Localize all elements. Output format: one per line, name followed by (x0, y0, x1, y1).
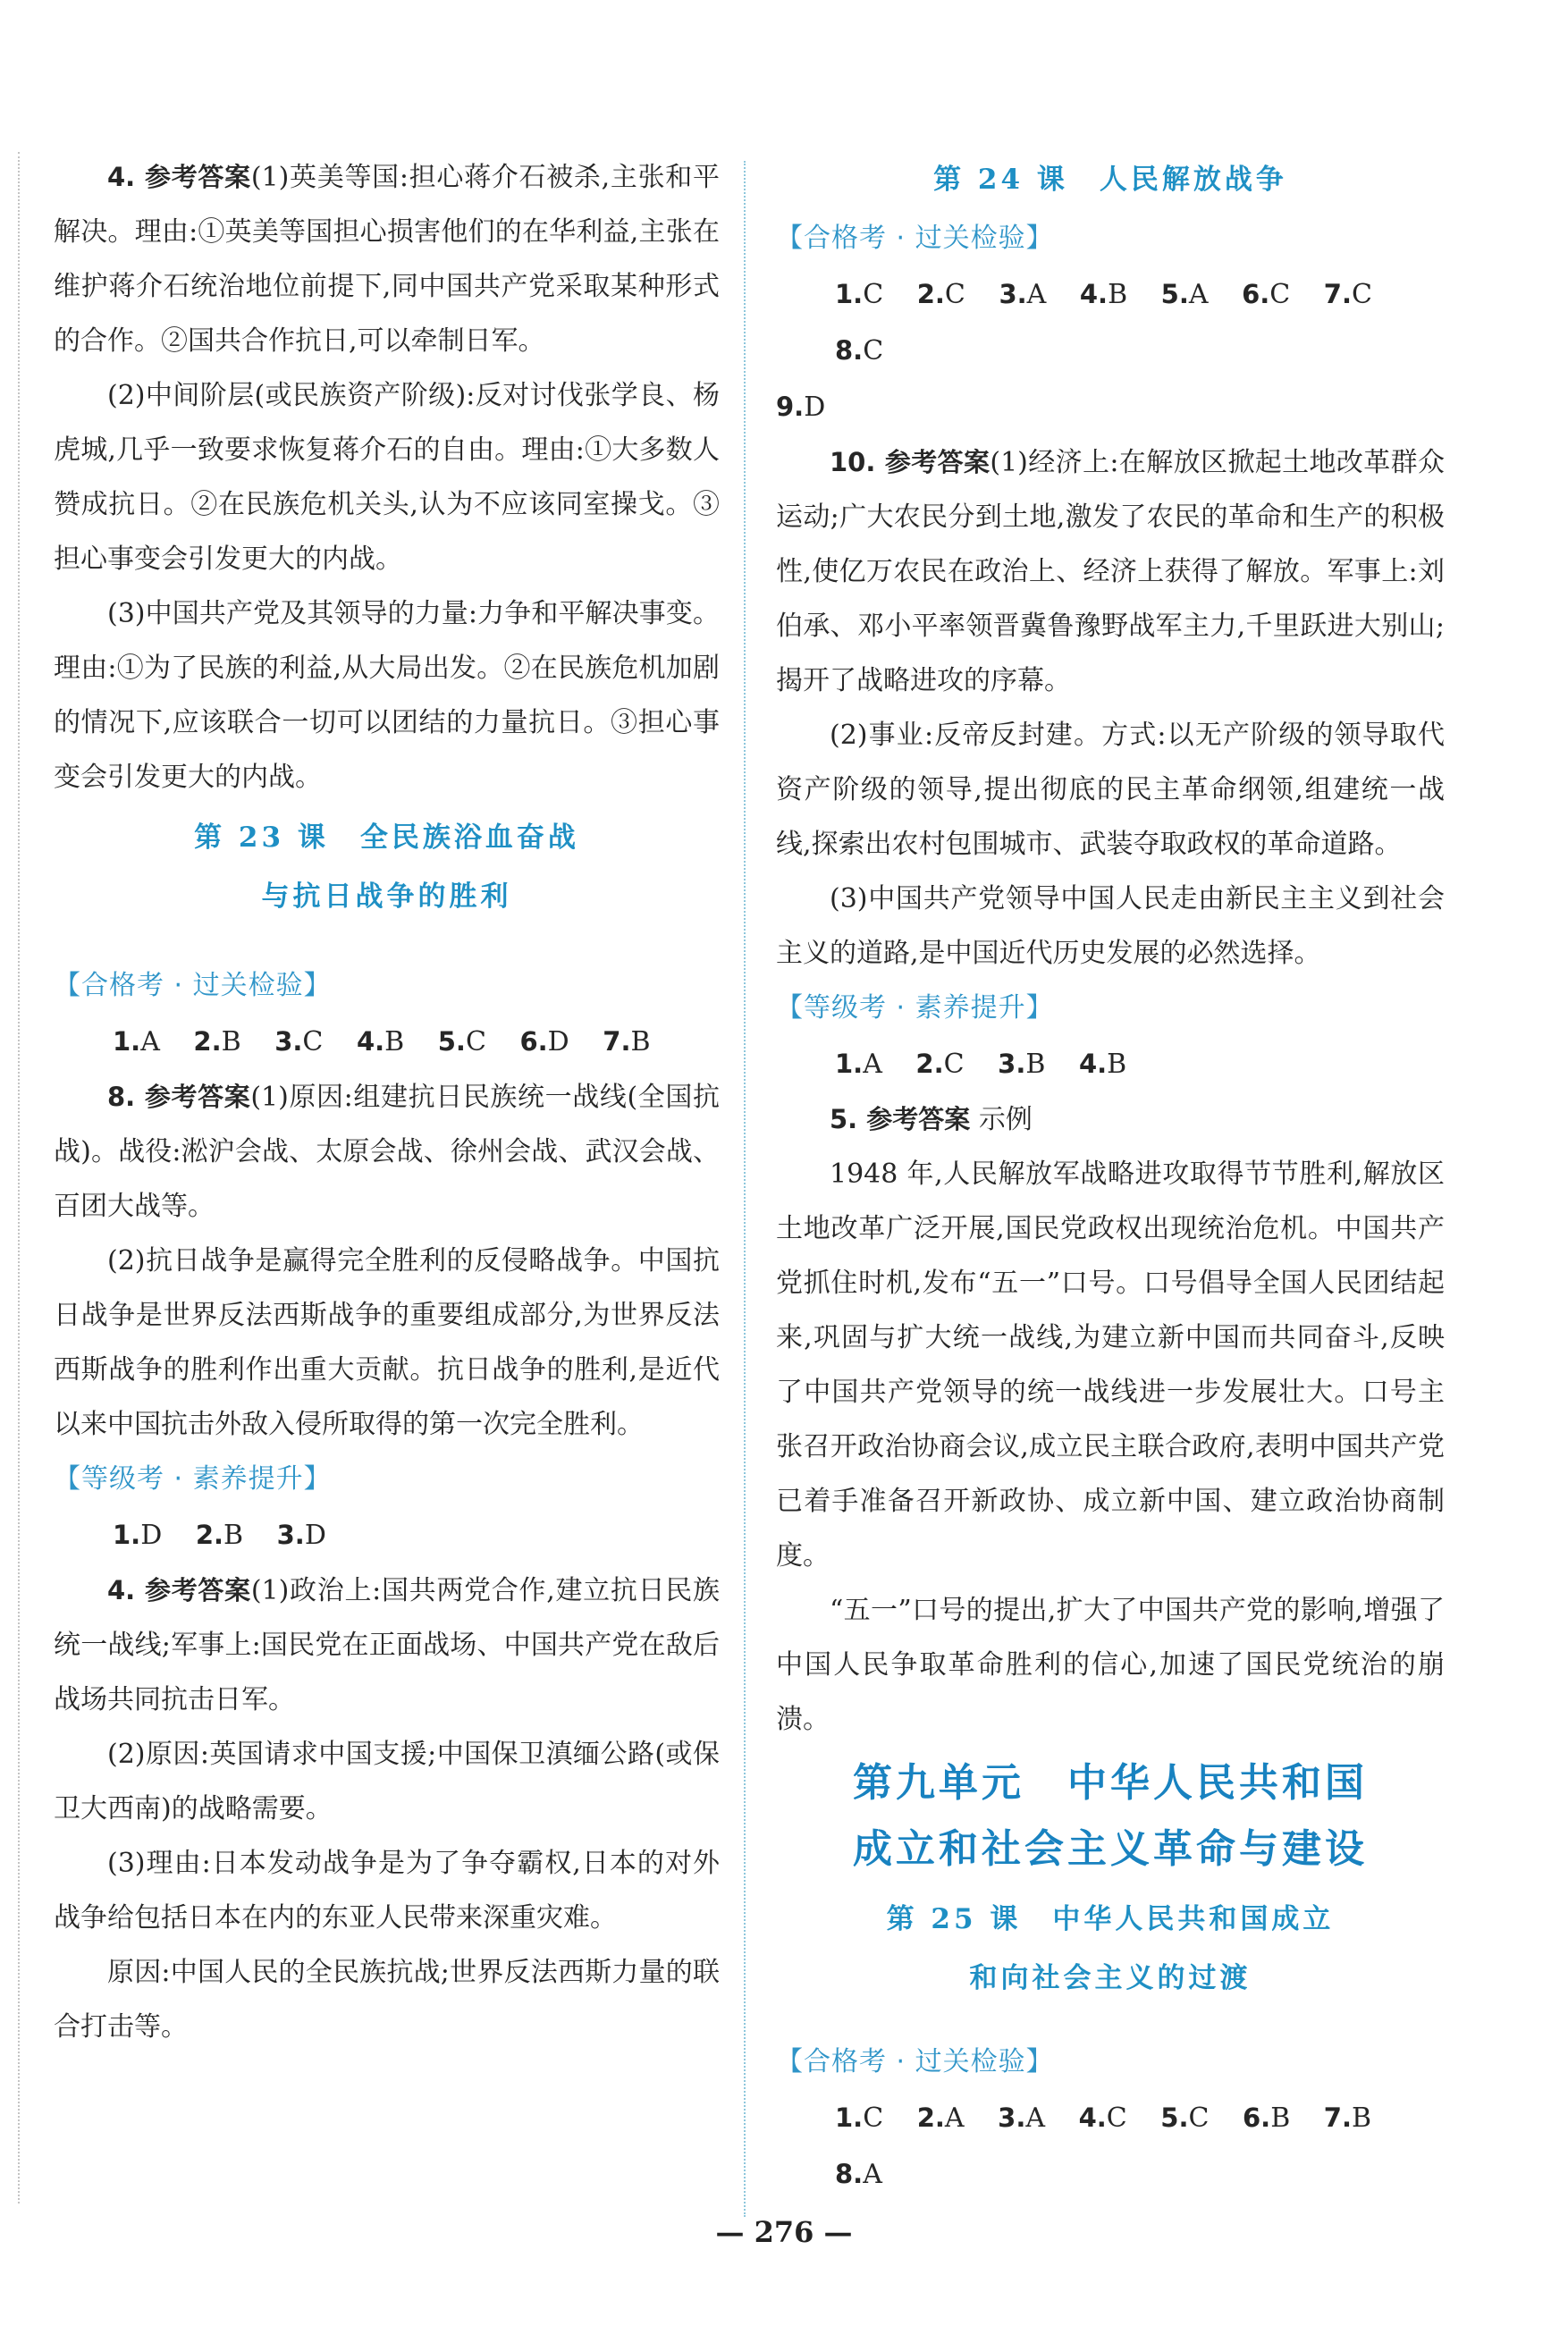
q8-label: 8. 参考答案 (107, 1082, 251, 1112)
q10-part2: (2)事业:反帝反封建。方式:以无产阶级的领导取代资产阶级的领导,提出彻底的民主革命纲领,组建统一战线,探索出农村包围城市、武装夺取政权的革命道路。 (776, 720, 1445, 860)
column-divider (744, 161, 746, 2217)
l23-q4-part1: 4. 参考答案(1)政治上:国共两党合作,建立抗日民族统一战线;军事上:国民党在正面战场、中国共产党在敌后战场共同抗击日军。 (54, 1575, 720, 1715)
answer-item: 4.B (356, 1026, 405, 1057)
q5-heading (776, 1092, 1445, 1147)
answer-item: 3.C (274, 1026, 324, 1057)
answer-item: 5.C (437, 1026, 486, 1057)
page-number: — 276 — (715, 2215, 853, 2249)
answer-item: 2.B (195, 1520, 244, 1551)
right-column (776, 150, 1445, 2203)
answer-item: 1.C (835, 279, 884, 310)
q10-part1: 10. 参考答案(1)经济上:在解放区掀起土地改革群众运动;广大农民分到土地,激发了农民的革命和生产的积极性,使亿万农民在政治上、经济上获得了解放。军事上:刘伯承、邓小平率领晋冀鲁豫野战军主力,千里跃进大别山;揭开了战略进攻的序幕。 (776, 447, 1445, 696)
lesson24-advanced-tag: 【等级考 · 素养提升】 (776, 992, 1054, 1024)
answer-item: 8.A (835, 2159, 882, 2190)
l23-q4-part2: (2)原因:英国请求中国支援;中国保卫滇缅公路(或保卫大西南)的战略需要。 (54, 1739, 720, 1824)
answer-item: 1.A (113, 1026, 160, 1057)
lesson23-basic-answers (54, 1014, 720, 1070)
lesson25-basic-answers (776, 2090, 1445, 2203)
lesson25-basic-tag: 【合格考 · 过关检验】 (776, 2046, 1054, 2077)
answer-item: 3.B (998, 1049, 1046, 1080)
l23-q4-label: 4. 参考答案 (107, 1575, 251, 1605)
left-column (54, 150, 720, 2054)
answer-item: 1.D (113, 1520, 163, 1551)
lesson23-title-line1: 第 23 课 全民族浴血奋战 (194, 822, 579, 854)
answer-item: 7.B (603, 1026, 651, 1057)
lesson23-title-line2: 与抗日战争的胜利 (261, 881, 512, 913)
answer-item: 3.A (998, 2102, 1046, 2134)
answer-item: 6.C (1242, 279, 1291, 310)
lesson23-advanced-answers (54, 1507, 720, 1563)
answer-item: 1.C (835, 2102, 884, 2134)
answer-item: 2.C (915, 1049, 965, 1080)
q5-example: 示例 (978, 1104, 1033, 1135)
answer-item: 2.A (916, 2102, 965, 2134)
unit9-title-line1: 第九单元 中华人民共和国 (853, 1760, 1368, 1806)
lesson24-title: 第 24 课 人民解放战争 (933, 164, 1287, 196)
q8-part1: 8. 参考答案(1)原因:组建抗日民族统一战线(全国抗战)。战役:淞沪会战、太原会战、徐州会战、武汉会战、百团大战等。 (54, 1082, 720, 1222)
lesson24-basic-answers-row2 (776, 379, 1445, 435)
q4-part1: 4. 参考答案(1)英美等国:担心蒋介石被杀,主张和平解决。理由:①英美等国担心损害他们的在华利益,主张在维护蒋介石统治地位前提下,同中国共产党采取某种形式的合作。②国共合作抗日,可以牵制日军。 (54, 162, 720, 357)
answer-item: 5.A (1160, 279, 1209, 310)
unit9-title-line2: 成立和社会主义革命与建设 (853, 1826, 1368, 1872)
answer-item: 4.B (1079, 279, 1128, 310)
q5-part1: 1948 年,人民解放军战略进攻取得节节胜利,解放区土地改革广泛开展,国民党政权出现统治危机。中国共产党抓住时机,发布“五一”口号。口号倡导全国人民团结起来,巩固与扩大统一战线,为建立新中国而共同奋斗,反映了中国共产党领导的统一战线进一步发展壮大。口号主张召开政治协商会议,成立民主联合政府,表明中国共产党已着手准备召开新政协、成立新中国、建立政治协商制度。 (776, 1159, 1445, 1571)
answer-item: 8.C (835, 335, 884, 367)
answer-item: 2.B (193, 1026, 241, 1057)
lesson24-basic-answers-row1 (776, 266, 1445, 379)
q8-part2: (2)抗日战争是赢得完全胜利的反侵略战争。中国抗日战争是世界反法西斯战争的重要组成部分,为世界反法西斯战争的胜利作出重大贡献。抗日战争的胜利,是近代以来中国抗击外敌入侵所取得的第一次完全胜利。 (54, 1245, 720, 1440)
q4-part2: (2)中间阶层(或民族资产阶级):反对讨伐张学良、杨虎城,几乎一致要求恢复蒋介石的自由。理由:①大多数人赞成抗日。②在民族危机关头,认为不应该同室操戈。③担心事变会引发更大的内战。 (54, 380, 720, 575)
lesson24-basic-tag: 【合格考 · 过关检验】 (776, 223, 1054, 254)
q5-part2: “五一”口号的提出,扩大了中国共产党的影响,增强了中国人民争取革命胜利的信心,加速了国民党统治的崩溃。 (776, 1595, 1445, 1735)
answer-item: 7.B (1323, 2102, 1372, 2134)
lesson25-title-line2: 和向社会主义的过渡 (969, 1962, 1252, 1994)
q10-part3: (3)中国共产党领导中国人民走由新民主主义到社会主义的道路,是中国近代历史发展的必然选择。 (776, 883, 1445, 969)
answer-item: 4.B (1078, 1049, 1127, 1080)
answer-item: 3.A (999, 279, 1047, 310)
answer-item: 6.B (1243, 2102, 1291, 2134)
lesson25-title-line1: 第 25 课 中华人民共和国成立 (886, 1903, 1335, 1935)
lesson23-advanced-tag: 【等级考 · 素养提升】 (54, 1463, 332, 1495)
q5-label: 5. 参考答案 (830, 1104, 971, 1134)
answer-item: 5.C (1160, 2102, 1210, 2134)
answer-item: 4.C (1078, 2102, 1127, 2134)
answer-item: 3.D (276, 1520, 326, 1551)
answer-item: 2.C (916, 279, 965, 310)
lesson24-advanced-answers (776, 1036, 1445, 1092)
answer-item: 7.C (1323, 279, 1372, 310)
lesson23-basic-tag: 【合格考 · 过关检验】 (54, 970, 332, 1001)
q10-label: 10. 参考答案 (830, 447, 991, 477)
answer-item: 1.A (835, 1049, 882, 1080)
l23-q4-part3: (3)理由:日本发动战争是为了争夺霸权,日本的对外战争给包括日本在内的东亚人民带来深重灾难。 (54, 1848, 720, 1934)
l23-q4-part4: 原因:中国人民的全民族抗战;世界反法西斯力量的联合打击等。 (54, 1957, 720, 2043)
left-margin-dotted-line (18, 152, 20, 2203)
answer-item: 6.D (519, 1026, 569, 1057)
q4-label: 4. 参考答案 (107, 162, 251, 192)
answer-item: 9.D (776, 392, 826, 423)
q4-part3: (3)中国共产党及其领导的力量:力争和平解决事变。理由:①为了民族的利益,从大局出发。②在民族危机加剧的情况下,应该联合一切可以团结的力量抗日。③担心事变会引发更大的内战。 (54, 598, 720, 793)
